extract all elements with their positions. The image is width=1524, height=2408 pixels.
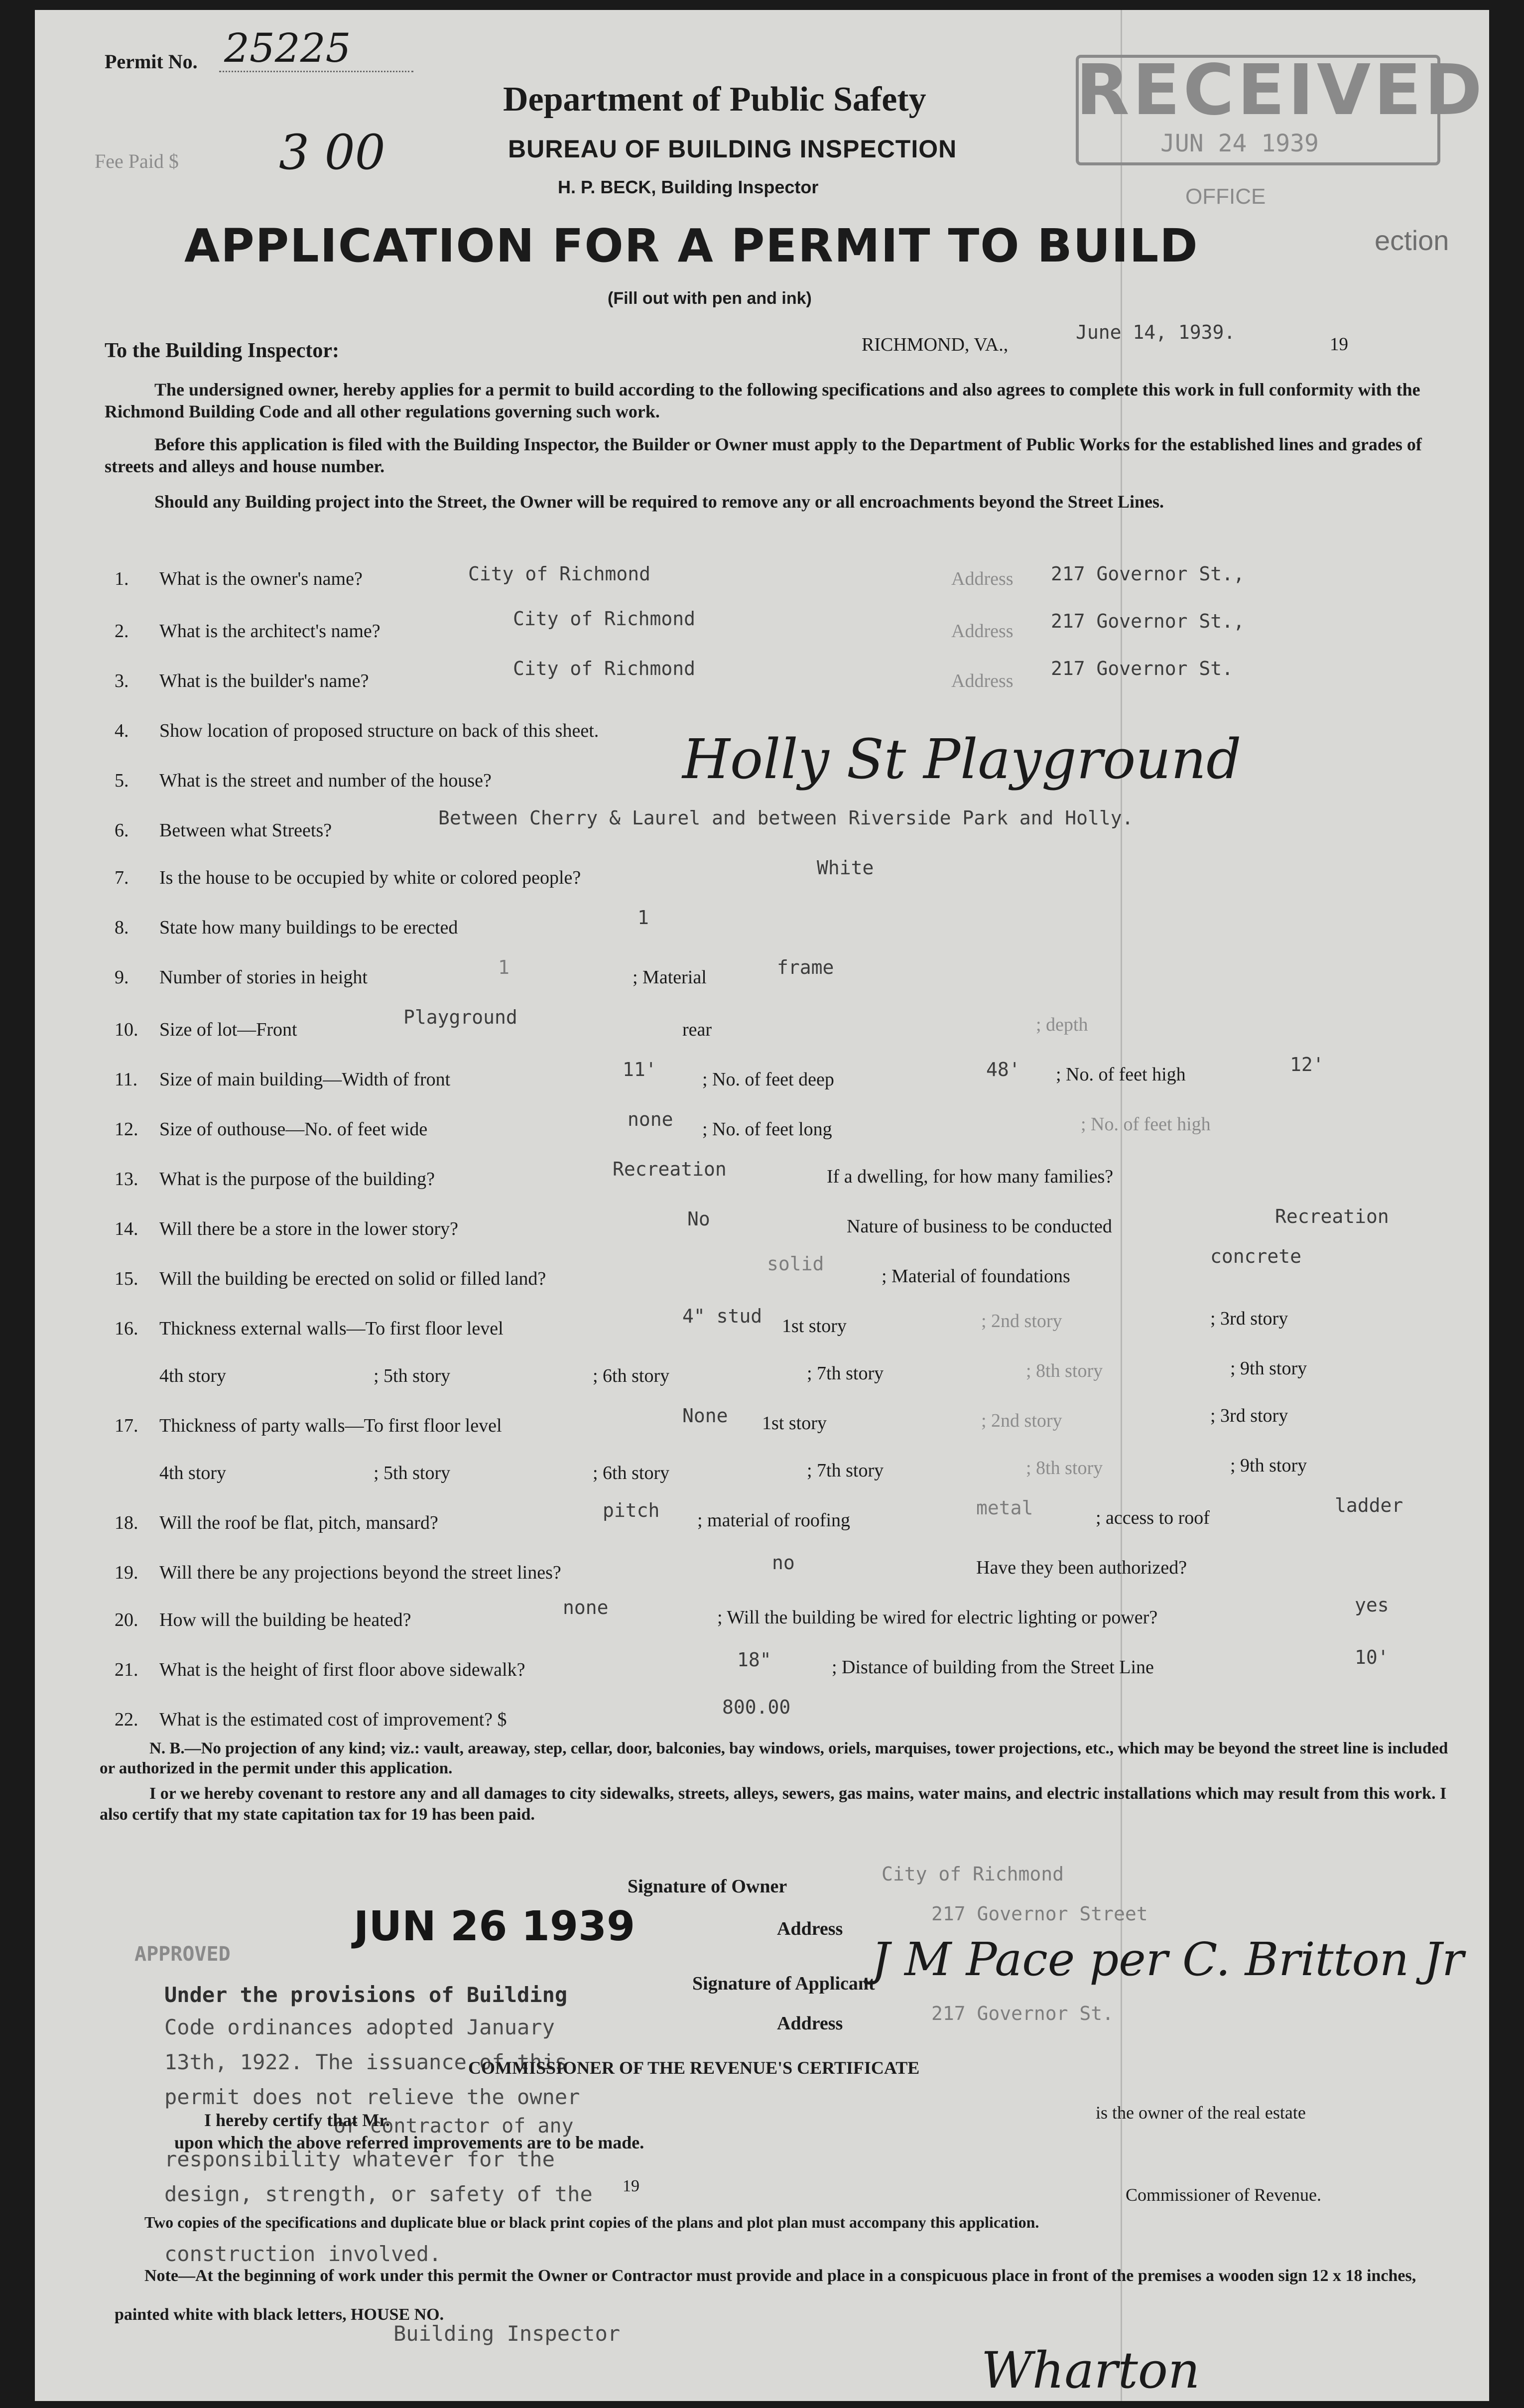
q18-roofing: metal xyxy=(976,1497,1033,1519)
footer-signature: Wharton xyxy=(981,2341,1200,2400)
q1-answer: City of Richmond xyxy=(468,563,651,585)
q14-nature-label: Nature of business to be conducted xyxy=(847,1216,1112,1237)
q10-number: 10. xyxy=(115,1019,138,1040)
q10-rear-label: rear xyxy=(682,1019,712,1040)
q1-label: What is the owner's name? xyxy=(159,568,363,589)
received-word: RECEIVED xyxy=(1076,50,1486,131)
q18-answer: pitch xyxy=(603,1499,660,1521)
q14-nature: Recreation xyxy=(1275,1205,1389,1227)
q9-answer: 1 xyxy=(498,956,509,978)
q20-answer: none xyxy=(563,1597,609,1618)
q21-number: 21. xyxy=(115,1659,138,1680)
department-title: Department of Public Safety xyxy=(503,80,926,119)
q2-address: 217 Governor St., xyxy=(1051,610,1245,632)
fee-value: 3 00 xyxy=(279,125,385,180)
q12-label: Size of outhouse—No. of feet wide xyxy=(159,1119,428,1140)
approval-line-2: Code ordinances adopted January xyxy=(164,2015,555,2039)
approval-line-5: or contractor of any xyxy=(334,2115,574,2138)
q6-number: 6. xyxy=(115,820,129,841)
approval-date: JUN 26 1939 xyxy=(354,1903,635,1950)
q3-answer: City of Richmond xyxy=(513,658,696,679)
q14-label: Will there be a store in the lower story? xyxy=(159,1218,458,1239)
q9-material: frame xyxy=(777,956,834,978)
q19-number: 19. xyxy=(115,1562,138,1583)
commissioner-owner-of: is the owner of the real estate xyxy=(1096,2103,1306,2123)
q18-access: ladder xyxy=(1335,1494,1403,1516)
q9-material-label: ; Material xyxy=(633,967,707,988)
q18-roofing-label: ; material of roofing xyxy=(697,1510,851,1531)
applicant-signature: J M Pace per C. Britton Jr xyxy=(872,1933,1464,1986)
q13-answer: Recreation xyxy=(613,1158,727,1180)
q16-eighth-story: ; 8th story xyxy=(1026,1360,1103,1381)
fold-line xyxy=(1121,10,1122,2401)
q17-fifth-story: ; 5th story xyxy=(374,1463,451,1483)
permit-number-line xyxy=(219,71,413,72)
q17-eighth-story: ; 8th story xyxy=(1026,1458,1103,1478)
q17-second-story: ; 2nd story xyxy=(981,1410,1062,1431)
q11-width: 11' xyxy=(623,1059,657,1080)
q20-wired: yes xyxy=(1355,1594,1389,1616)
covenant-text: I or we hereby covenant to restore any and all damages to city sidewalks, streets, alleys, sewers, gas mains, water mains, and electric installations which may result from this work. I also certify that my state capitation tax for 19 has been paid. xyxy=(100,1784,1447,1824)
q1-address: 217 Governor St., xyxy=(1051,563,1245,585)
q10-answer: Playground xyxy=(403,1006,517,1028)
q4-number: 4. xyxy=(115,720,129,741)
q12-answer: none xyxy=(628,1108,673,1130)
q13-families-label: If a dwelling, for how many families? xyxy=(827,1166,1114,1187)
received-extra: ection xyxy=(1375,225,1449,256)
q7-answer: White xyxy=(817,857,874,879)
q11-high: 12' xyxy=(1290,1054,1324,1075)
q11-number: 11. xyxy=(115,1069,138,1090)
q17-seventh-story: ; 7th story xyxy=(807,1460,884,1481)
q16-second-story: ; 2nd story xyxy=(981,1311,1062,1332)
address-2: 217 Governor St. xyxy=(931,2003,1114,2024)
permit-document xyxy=(35,10,1489,2401)
q11-deep: 48' xyxy=(986,1059,1020,1080)
q15-found: concrete xyxy=(1210,1245,1302,1267)
q7-label: Is the house to be occupied by white or colored people? xyxy=(159,867,581,888)
q16-third-story: ; 3rd story xyxy=(1210,1308,1288,1329)
address-label-2: Address xyxy=(777,2013,843,2034)
address-1: 217 Governor Street xyxy=(931,1903,1148,1925)
q8-answer: 1 xyxy=(637,907,649,929)
q17-fourth-story: 4th story xyxy=(159,1463,227,1483)
q19-label: Will there be any projections beyond the street lines? xyxy=(159,1562,561,1583)
q16-fourth-story: 4th story xyxy=(159,1365,227,1386)
q17-third-story: ; 3rd story xyxy=(1210,1405,1288,1426)
q17-label: Thickness of party walls—To first floor level xyxy=(159,1415,502,1436)
applicant-signature-label: Signature of Applicant xyxy=(692,1973,875,1994)
q9-label: Number of stories in height xyxy=(159,967,368,988)
approval-line-4: permit does not relieve the owner xyxy=(164,2085,580,2109)
q13-label: What is the purpose of the building? xyxy=(159,1169,435,1190)
q18-access-label: ; access to roof xyxy=(1096,1507,1210,1528)
q22-label: What is the estimated cost of improvement? $ xyxy=(159,1709,507,1730)
q6-label: Between what Streets? xyxy=(159,820,332,841)
intro-p2: Before this application is filed with the Building Inspector, the Builder or Owner must apply to the Department of Public Works for the established lines and grades of streets and alleys and house number. xyxy=(105,434,1422,476)
address-label-1: Address xyxy=(777,1918,843,1939)
q1-address-label: Address xyxy=(951,568,1014,589)
q12-long-label: ; No. of feet long xyxy=(702,1119,832,1140)
year-prefix: 19 xyxy=(1330,334,1348,355)
q2-number: 2. xyxy=(115,621,129,642)
inspector-name: H. P. BECK, Building Inspector xyxy=(558,177,819,197)
q16-sixth-story: ; 6th story xyxy=(593,1365,670,1386)
q16-number: 16. xyxy=(115,1318,138,1339)
q22-number: 22. xyxy=(115,1709,138,1730)
q3-address: 217 Governor St. xyxy=(1051,658,1234,679)
received-office: OFFICE xyxy=(1185,184,1266,209)
q21-label: What is the height of first floor above sidewalk? xyxy=(159,1659,525,1680)
q16-fifth-story: ; 5th story xyxy=(374,1365,451,1386)
q17-answer: None xyxy=(682,1405,728,1427)
application-title: APPLICATION FOR A PERMIT TO BUILD xyxy=(184,219,1199,272)
q8-label: State how many buildings to be erected xyxy=(159,917,458,938)
q3-address-label: Address xyxy=(951,670,1014,691)
approved-label: APPROVED xyxy=(134,1943,231,1966)
q16-seventh-story: ; 7th story xyxy=(807,1363,884,1384)
owner-signature: City of Richmond xyxy=(882,1863,1064,1885)
to-inspector: To the Building Inspector: xyxy=(105,339,340,362)
q11-label: Size of main building—Width of front xyxy=(159,1069,451,1090)
commissioner-certify: I hereby certify that Mr. xyxy=(204,2110,390,2130)
copies-text: Two copies of the specifications and duplicate blue or black print copies of the plans and plot plan must accompany this application. xyxy=(144,2213,1039,2231)
q19-authorized-label: Have they been authorized? xyxy=(976,1557,1187,1578)
approval-line-6: responsibility whatever for the xyxy=(164,2147,555,2171)
q16-answer: 4" stud xyxy=(682,1305,762,1327)
q11-deep-label: ; No. of feet deep xyxy=(702,1069,834,1090)
q16-first-story: 1st story xyxy=(782,1316,847,1337)
q20-wired-label: ; Will the building be wired for electric lighting or power? xyxy=(717,1607,1158,1628)
permit-number: 25225 xyxy=(224,25,351,71)
q2-address-label: Address xyxy=(951,621,1014,642)
city-label: RICHMOND, VA., xyxy=(862,334,1009,355)
q17-sixth-story: ; 6th story xyxy=(593,1463,670,1483)
received-date: JUN 24 1939 xyxy=(1160,130,1319,157)
approval-line-3: 13th, 1922. The issuance of this xyxy=(164,2050,568,2074)
q2-answer: City of Richmond xyxy=(513,608,696,630)
intro-p3: Should any Building project into the Street, the Owner will be required to remove any or all encroachments beyond the Street Lines. xyxy=(154,492,1164,512)
q15-found-label: ; Material of foundations xyxy=(882,1266,1070,1287)
q19-answer: no xyxy=(772,1552,795,1574)
q14-number: 14. xyxy=(115,1218,138,1239)
q5-label: What is the street and number of the house? xyxy=(159,770,492,791)
q9-number: 9. xyxy=(115,967,129,988)
q17-ninth-story: ; 9th story xyxy=(1230,1455,1307,1476)
bureau-title: BUREAU OF BUILDING INSPECTION xyxy=(508,135,957,163)
q12-high-label: ; No. of feet high xyxy=(1081,1114,1211,1135)
q7-number: 7. xyxy=(115,867,129,888)
q10-label: Size of lot—Front xyxy=(159,1019,297,1040)
permit-number-label: Permit No. xyxy=(105,50,198,73)
approval-line-8: construction involved. xyxy=(164,2242,442,2266)
approval-line-7: design, strength, or safety of the xyxy=(164,2182,593,2206)
q11-high-label: ; No. of feet high xyxy=(1056,1064,1186,1085)
q17-first-story: 1st story xyxy=(762,1413,827,1434)
q2-label: What is the architect's name? xyxy=(159,621,381,642)
q12-number: 12. xyxy=(115,1119,138,1140)
approval-line-1: Under the provisions of Building xyxy=(164,1983,568,2007)
q5-number: 5. xyxy=(115,770,129,791)
q3-number: 3. xyxy=(115,670,129,691)
q15-number: 15. xyxy=(115,1268,138,1289)
subtitle: (Fill out with pen and ink) xyxy=(608,289,812,308)
q16-label: Thickness external walls—To first floor level xyxy=(159,1318,504,1339)
q15-answer: solid xyxy=(767,1253,824,1275)
note-text: Note—At the beginning of work under this permit the Owner or Contractor must provide and place in a conspicuous place in front of the premises a wooden sign 12 x 18 inches, painted white with black letters, HOUSE NO. xyxy=(115,2267,1416,2324)
q18-label: Will the roof be flat, pitch, mansard? xyxy=(159,1512,438,1533)
q6-answer: Between Cherry & Laurel and between Riverside Park and Holly. xyxy=(438,807,1134,829)
date-typed: June 14, 1939. xyxy=(1076,321,1236,343)
commissioner-year: 19 xyxy=(623,2177,639,2195)
nb-text: N. B.—No projection of any kind; viz.: vault, areaway, step, cellar, door, balconies, bay windows, oriels, marquises, tower projections, etc., which may be beyond the street line is included or authorized in the permit under this application. xyxy=(100,1739,1448,1777)
q17-number: 17. xyxy=(115,1415,138,1436)
q10-depth-label: ; depth xyxy=(1036,1014,1088,1035)
q18-number: 18. xyxy=(115,1512,138,1533)
q8-number: 8. xyxy=(115,917,129,938)
q20-number: 20. xyxy=(115,1609,138,1630)
q16-ninth-story: ; 9th story xyxy=(1230,1358,1307,1379)
commissioner-label: Commissioner of Revenue. xyxy=(1126,2185,1321,2205)
q21-distance: 10' xyxy=(1355,1646,1389,1668)
q15-label: Will the building be erected on solid or filled land? xyxy=(159,1268,546,1289)
q3-label: What is the builder's name? xyxy=(159,670,369,691)
approval-signer: Building Inspector xyxy=(393,2321,621,2346)
intro-p1: The undersigned owner, hereby applies for a permit to build according to the following specifications and also agrees to complete this work in full conformity with the Richmond Building Code and all other regulations governing such work. xyxy=(105,380,1420,421)
q20-label: How will the building be heated? xyxy=(159,1609,411,1630)
owner-signature-label: Signature of Owner xyxy=(628,1876,787,1897)
q4-label: Show location of proposed structure on back of this sheet. xyxy=(159,720,599,741)
q13-number: 13. xyxy=(115,1169,138,1190)
q1-number: 1. xyxy=(115,568,129,589)
q14-answer: No xyxy=(687,1208,710,1230)
q22-answer: 800.00 xyxy=(722,1696,791,1718)
commissioner-heading: COMMISSIONER OF THE REVENUE'S CERTIFICATE xyxy=(468,2058,920,2078)
q21-distance-label: ; Distance of building from the Street Line xyxy=(832,1657,1154,1678)
commissioner-upon: upon which the above referred improvements are to be made. xyxy=(174,2133,644,2152)
q5-answer: Holly St Playground xyxy=(682,727,1242,791)
q21-answer: 18" xyxy=(737,1649,771,1671)
fee-label: Fee Paid $ xyxy=(95,150,179,172)
